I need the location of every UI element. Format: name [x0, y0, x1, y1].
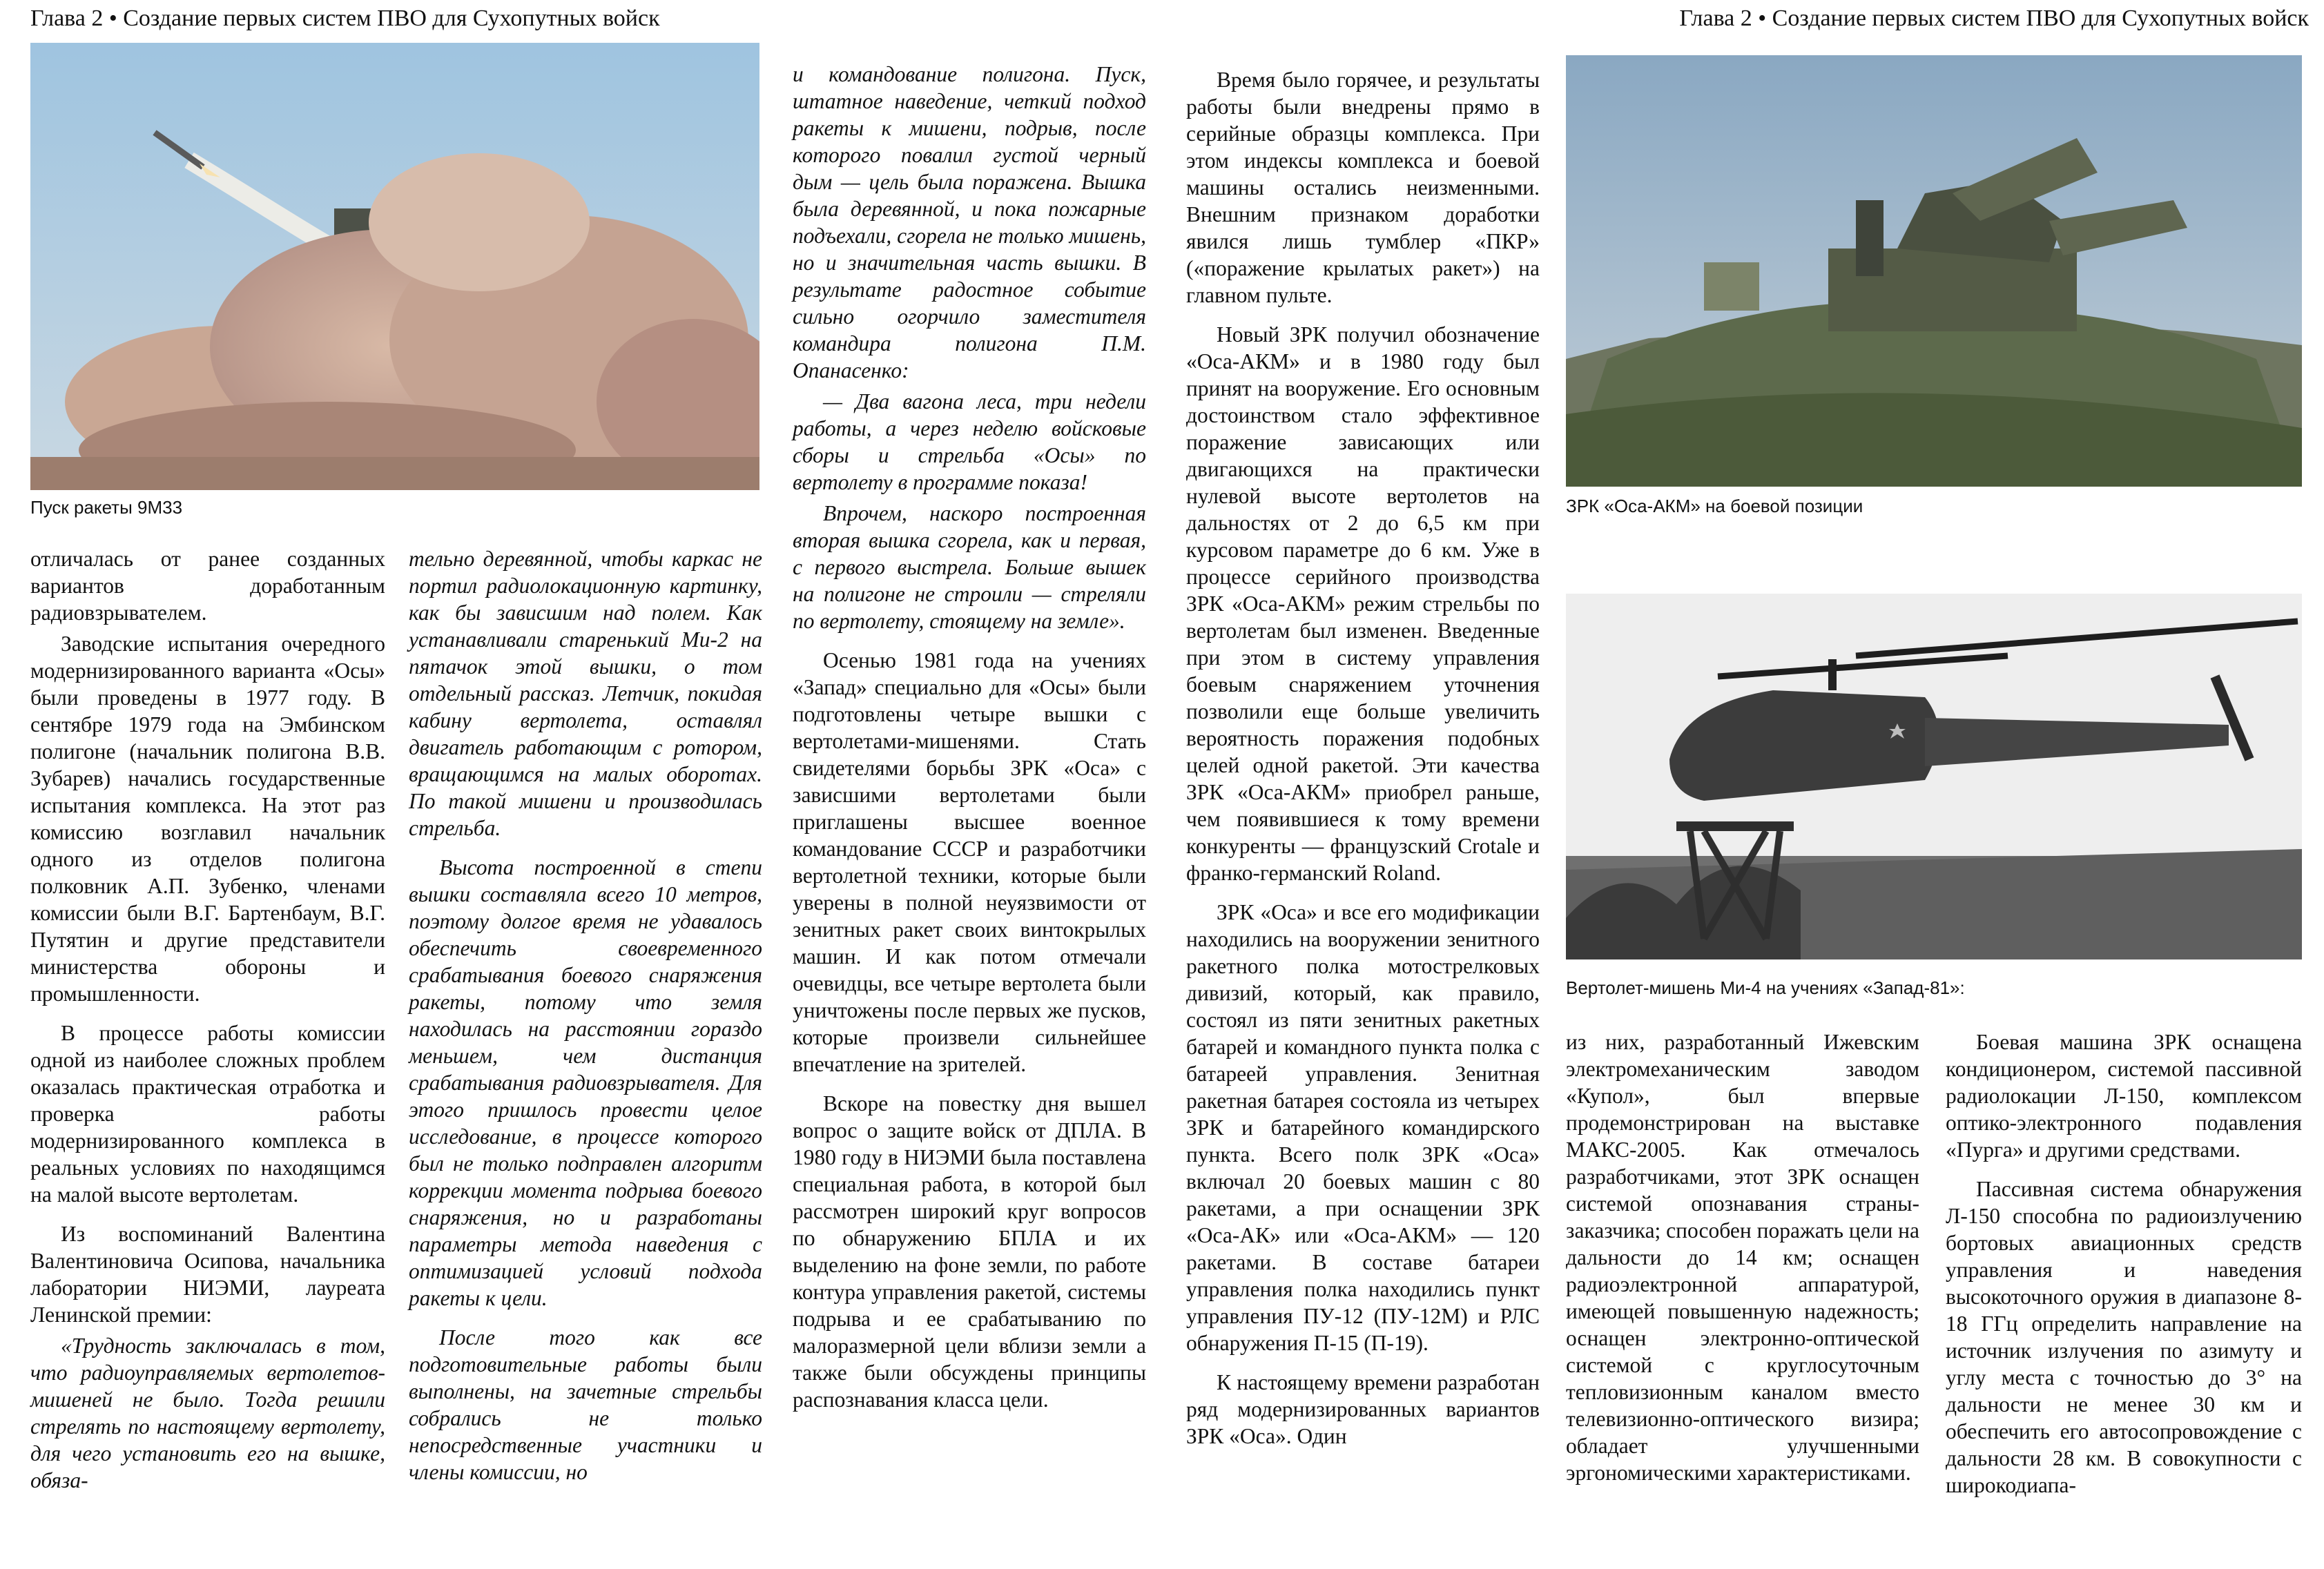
col4-paragraph-2: Новый ЗРК получил обозначение «Оса-АКМ» и в 1980 году был принят на вооружение. Его основным достоинством стало эффективное поражение зависающих или двигающихся на практически нулевой высоте вертолетов на дальностях от 2 до 6,5 км при курсовом параметре до 6 км. Уже в процессе серийного производства ЗРК «Оса-АКМ» режим стрельбы по вертолетам был изменен. Введенные при этом в систему управления боевым снаряжением уточнения позволили еще больше увеличить вероятность поражения подобных целей одной ракетой. Эти качества ЗРК «Оса-АКМ» приобрел раньше, чем появившиеся к тому времени конкуренты — французский Crotale и франко-германский Roland. — [1186, 322, 1540, 885]
page-header-left: Глава 2 • Создание первых систем ПВО для Сухопутных войск — [30, 6, 660, 31]
col3-paragraph-1: и командование полигона. Пуск, штатное наведение, четкий подход ракеты к мишени, подрыв, после которого повалил густой черный дым — цель была поражена. Вышка была деревянной, и пока пожарные подъехали, сгорела не только мишень, но и значительная часть вышки. В результате радостное событие сильно огорчило заместителя командира полигона П.М. Опанасенко: — [793, 62, 1146, 382]
col3-paragraph-3: Впрочем, наскоро построенная вторая вышка сгорела, как и первая, с первого выстрела. Больше вышек на полигоне не строили — стреляли по вертолету, стоящему на земле». — [793, 501, 1146, 633]
helicopter-photo — [1566, 594, 2302, 959]
missile-launch-photo — [30, 43, 759, 490]
col3-paragraph-4: Осенью 1981 года на учениях «Запад» специально для «Осы» были подготовлены четыре вышки с вертолетами-мишенями. Стать свидетелями борьбы ЗРК «Оса» с зависшими вертолетами были приглашены высшее военное командование СССР и разработчики вертолетной техники, которые были уверены в полной неуязвимости от зенитных ракет своих винтокрылых машин. И как потом отмечали очевидцы, все четыре вертолета были уничтожены после первых же пусков, которые произвели сильнейшее впечатление на зрителей. — [793, 648, 1146, 1076]
col3-paragraph-5: Вскоре на повестку дня вышел вопрос о защите войск от ДПЛА. В 1980 году в НИЭМИ была поставлена специальная работа, в которой был рассмотрен широкий круг вопросов по обнаружению БПЛА и их выделению на фоне земли, по работе контура управления ракетой, системы подрыва и ее срабатыванию по малоразмерной цели вблизи земли а также были обсуждены принципы распознавания класса цели. — [793, 1091, 1146, 1412]
col4-paragraph-4: К настоящему времени разработан ряд модернизированных вариантов ЗРК «Оса». Один — [1186, 1370, 1540, 1448]
col1-paragraph-5: «Трудность заключалась в том, что радиоуправляемых вертолетов-мишеней не было. Тогда решили стрелять по настоящему вертолету, для чего установить его на вышке, обяза- — [30, 1334, 385, 1492]
col6-paragraph-2: Пассивная система обнаружения Л-150 способна по радиоизлучению бортовых авиационных средств управления и наведения высокоточного оружия в диапазоне 8-18 ГГц определить направление на источник излучения по азимуту и углу места с точностью до 3° на дальности не менее 30 км и обеспечить его автосопровождение с дальности 28 км. В совокупности с широкодиапа- — [1946, 1177, 2302, 1497]
col1-paragraph-4: Из воспоминаний Валентина Валентиновича Осипова, начальника лаборатории НИЭМИ, лауреата Ленинской премии: — [30, 1222, 385, 1327]
col3-paragraph-2: — Два вагона леса, три недели работы, а через неделю войсковые сборы и стрельба «Осы» по вертолету в программе показа! — [793, 389, 1146, 494]
text-column-1 — [30, 545, 385, 1498]
col2-paragraph-1: тельно деревянной, чтобы каркас не портил радиолокационную картинку, как бы зависшим над полем. Как устанавливали старенький Ми-2 на пятачок этой вышки, о том отдельный рассказ. Летчик, покидая кабину вертолета, оставлял двигатель работающим с ротором, вращающимся на малых оборотах. По такой мишени и производилась стрельба. — [409, 547, 762, 840]
text-column-5 — [1566, 1029, 1919, 1490]
text-column-3 — [793, 61, 1146, 1417]
caption-helicopter: Вертолет-мишень Ми-4 на учениях «Запад-81»: — [1566, 977, 1965, 998]
caption-launch: Пуск ракеты 9М33 — [30, 497, 183, 518]
col4-paragraph-3: ЗРК «Оса» и все его модификации находились на вооружении зенитного ракетного полка мотострелковых дивизий, который, как правило, состоял из пяти зенитных ракетных батарей и командного пункта полка с батареей управления. Зенитная ракетная батарея состояла из четырех ЗРК и батарейного командирского пункта. Всего полк ЗРК «Оса» включал 20 боевых машин с 80 ракетами, а при оснащении ЗРК «Оса-АК» или «Оса-АКМ» — 120 ракетами. В составе батареи управления полка находились пункт управления ПУ-12 (ПУ-12М) и РЛС обнаружения П-15 (П-19). — [1186, 900, 1540, 1355]
col2-paragraph-2: Высота построенной в степи вышки составляла всего 10 метров, поэтому долгое время не удавалось обеспечить своевременного срабатывания боевого снаряжения ракеты, потому что земля находилась на расстоянии гораздо меньшем, чем дистанция срабатывания радиовзрывателя. Для этого пришлось провести целое исследование, в процессе которого был не только подправлен алгоритм коррекции момента подрыва боевого снаряжения, но и разработаны параметры метода наведения с оптимизацией условий подхода ракеты к цели. — [409, 855, 762, 1310]
col1-paragraph-3: В процессе работы комиссии одной из наиболее сложных проблем оказалась практическая отработка и проверка работы модернизированного комплекса в реальных условиях по находящимся на малой высоте вертолетам. — [30, 1021, 385, 1207]
col2-paragraph-3: После того как все подготовительные работы были выполнены, на зачетные стрельбы собрались не только непосредственные участники и члены комиссии, но — [409, 1325, 762, 1484]
col4-paragraph-1: Время было горячее, и результаты работы были внедрены прямо в серийные образцы комплекса. При этом индексы комплекса и боевой машины остались неизменными. Внешним признаком доработки явился лишь тумблер «ПКР» («поражение крылатых ракет») на главном пульте. — [1186, 68, 1540, 307]
text-column-2 — [409, 545, 762, 1490]
page-header-right: Глава 2 • Создание первых систем ПВО для Сухопутных войск — [1679, 6, 2309, 31]
caption-osa-akm: ЗРК «Оса-АКМ» на боевой позиции — [1566, 496, 1863, 516]
col6-paragraph-1: Боевая машина ЗРК оснащена кондиционером, системой пассивной радиолокации Л-150, комплексом оптико-электронного подавления «Пурга» и другими средствами. — [1946, 1030, 2302, 1162]
text-column-6 — [1946, 1029, 2302, 1503]
col1-paragraph-2: Заводские испытания очередного модернизированного варианта «Осы» были проведены в 1977 году. В сентябре 1979 года на Эмбинском полигоне (начальник полигона В.В. Зубарев) начались государственные испытания комплекса. На этот раз комиссию возглавил начальник одного из отделов полигона полковник А.П. Зубенко, членами комиссии были В.Г. Бартенбаум, В.Г. Путятин и другие представители министерства обороны и промышленности. — [30, 632, 385, 1006]
col1-paragraph-1: отличалась от ранее созданных вариантов доработанным радиовзрывателем. — [30, 547, 385, 625]
osa-akm-photo — [1566, 55, 2302, 487]
col5-paragraph-1: из них, разработанный Ижевским электромеханическим заводом «Купол», был впервые продемонстрирован на выставке МАКС-2005. Как отмечалось разработчиками, этот ЗРК оснащен системой опознавания страны-заказчика; способен поражать цели на дальности до 14 км; оснащен радиоэлектронной аппаратурой, имеющей повышенную надежность; оснащен электронно-оптической системой с круглосуточным тепловизионным каналом вместо телевизионно-оптического визира; обладает улучшенными эргономическими характеристиками. — [1566, 1030, 1920, 1485]
text-column-4 — [1186, 66, 1540, 1454]
